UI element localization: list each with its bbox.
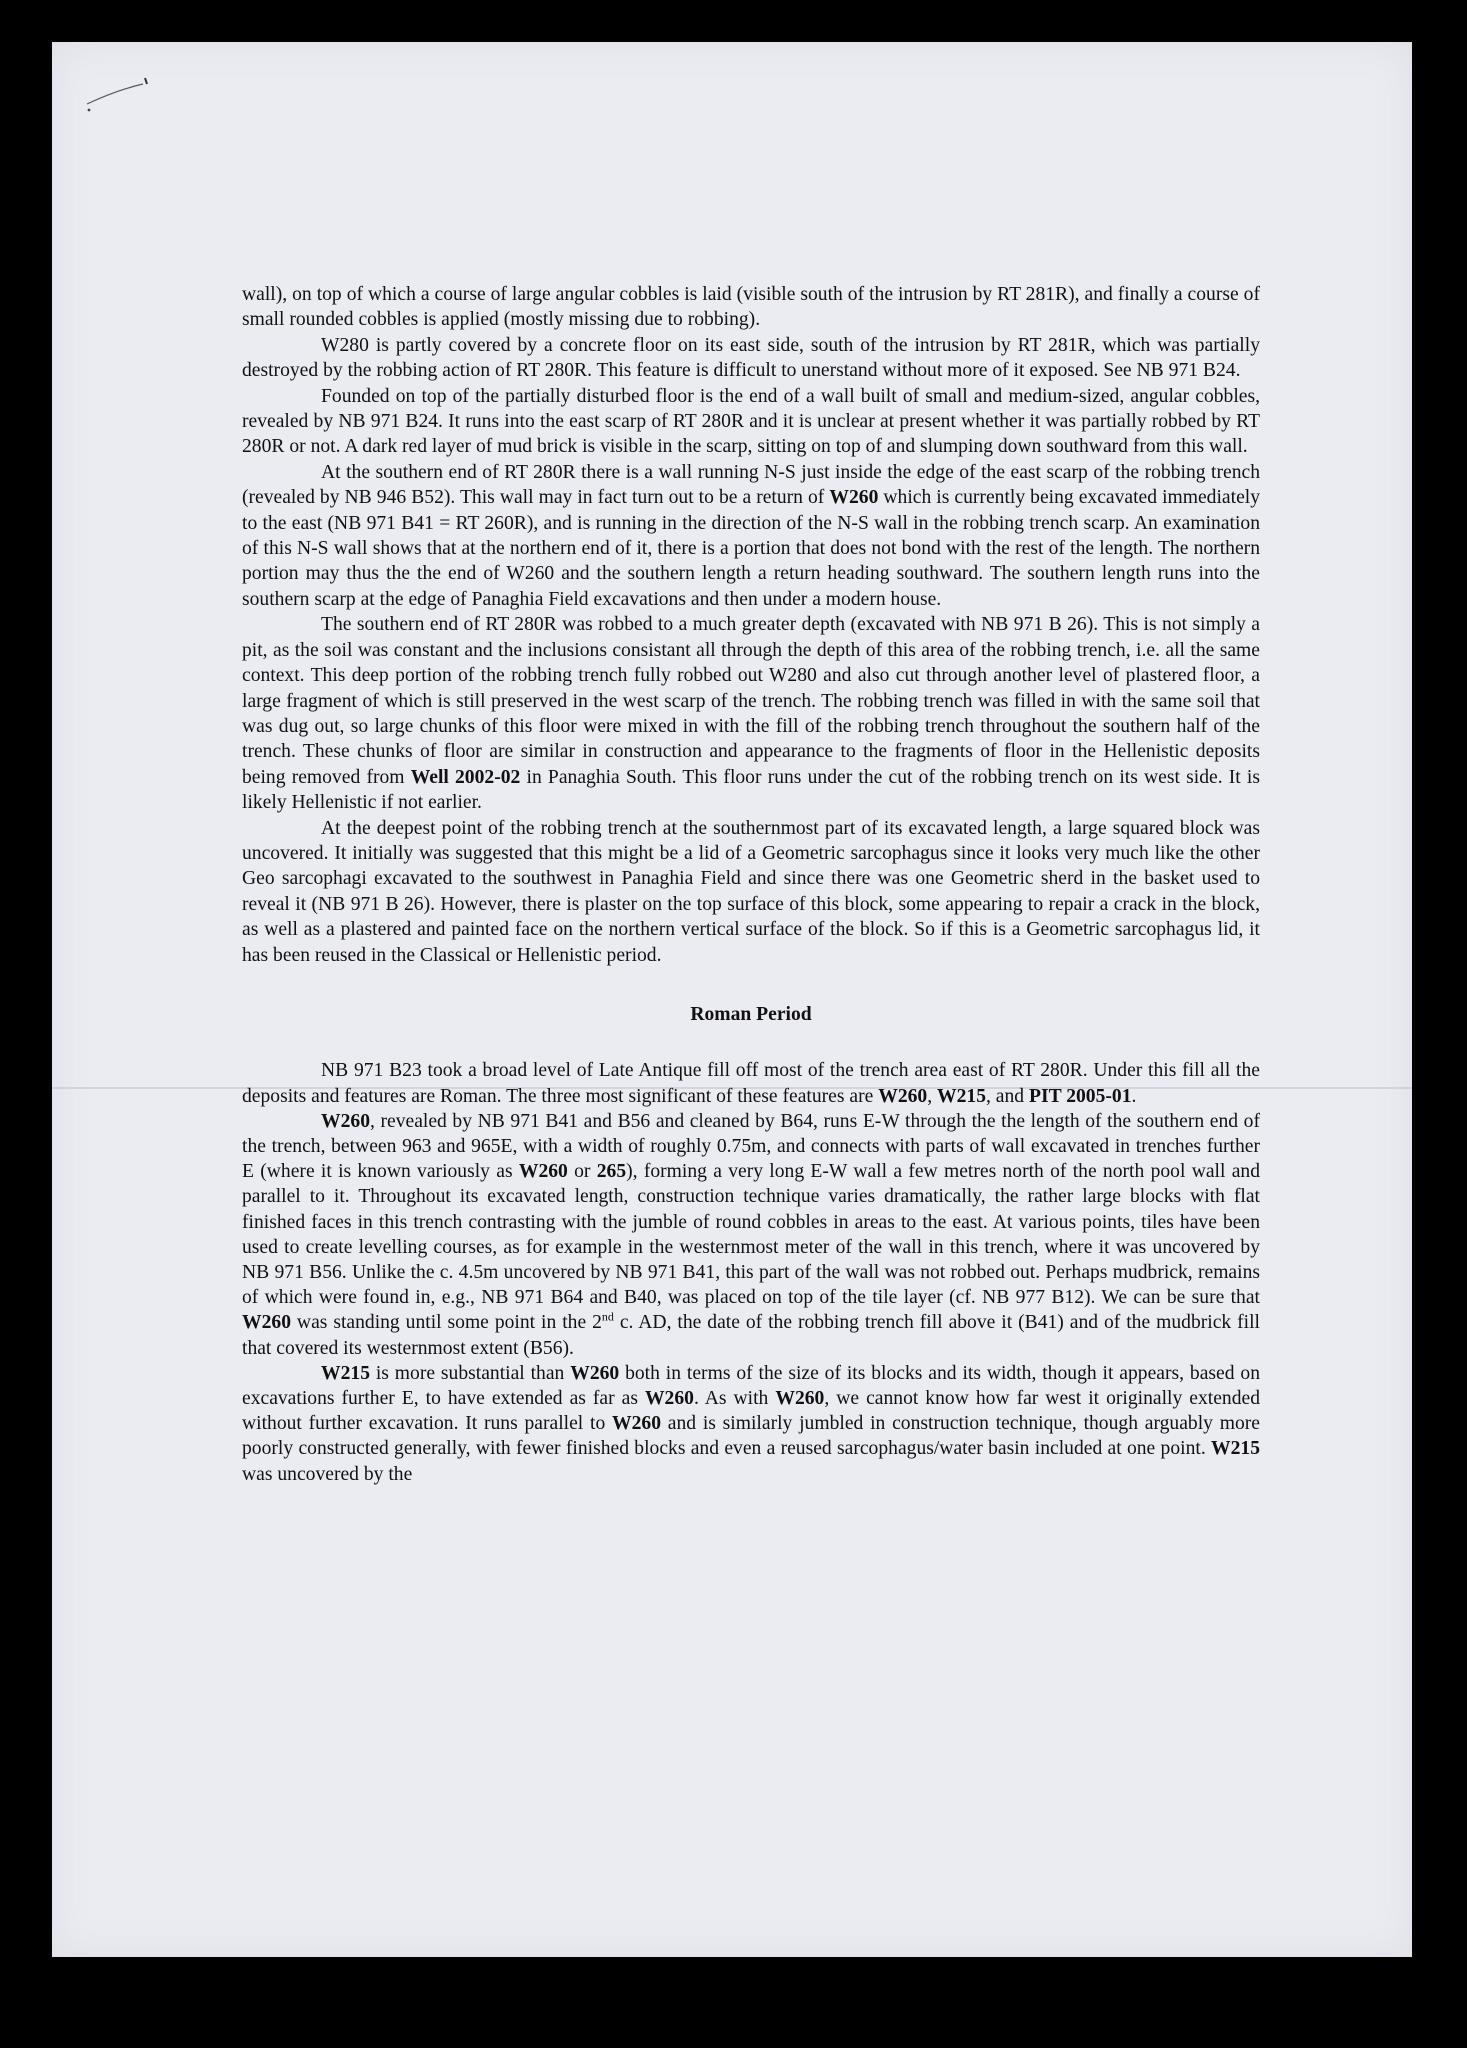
paragraph-w215: W215 is more substantial than W260 both in terms of the size of its blocks and its width, though it appears, based on excavations further E, to have extended as far as W260. As with W260, we cannot know how far west it originally extended without further excavation. It runs parallel to W260 and is similarly jumbled in construction technique, though arguably more poorly constructed generally, with fewer finished blocks and even a reused sarcophagus/water basin included at one point. W215 was uncovered by the	[242, 1362, 1260, 1485]
paragraph-squared-block: At the deepest point of the robbing trench at the southernmost part of its excavated length, a large squared block was uncovered. It initially was suggested that this might be a lid of a Geometric sarcophagus since it looks very much like the other Geo sarcophagi excavated to the southwest in Panaghia Field and since there was one Geometric sherd in the basket used to reveal it (NB 971 B 26). However, there is plaster on the top surface of this block, some appearing to repair a crack in the block, as well as a plastered and painted face on the northern vertical surface of the block. So if this is a Geometric sarcophagus lid, it has been reused in the Classical or Hellenistic period.	[242, 817, 1260, 966]
section-heading-roman-period: Roman Period	[690, 1003, 812, 1025]
pen-mark-icon	[77, 72, 172, 112]
paragraph-w280-floor: W280 is partly covered by a concrete floor on its east side, south of the intrusion by RT 281R, which was partially destroyed by the robbing action of RT 280R. This feature is difficult to unerstand without more of it exposed. See NB 971 B24.	[242, 334, 1260, 382]
paragraph-continuation: wall), on top of which a course of large angular cobbles is laid (visible south of the intrusion by RT 281R), and finally a course of small rounded cobbles is applied (mostly missing due to robbing).	[242, 284, 1260, 331]
paragraph-ns-wall: At the southern end of RT 280R there is a wall running N-S just inside the edge of the east scarp of the robbing trench (revealed by NB 946 B52). This wall may in fact turn out to be a return of W260 which is currently being excavated immediately to the east (NB 971 B41 = RT 260R), and is running in the direction of the N-S wall in the robbing trench scarp. An examination of this N-S wall shows that at the northern end of it, there is a portion that does not bond with the rest of the length. The northern portion may thus the the end of W260 and the southern length a return heading southward. The southern length runs into the southern scarp at the edge of Panaghia Field excavations and then under a modern house.	[242, 461, 1261, 610]
paragraph-wall-end: Founded on top of the partially disturbed floor is the end of a wall built of small and medium-sized, angular cobbles, revealed by NB 971 B24. It runs into the east scarp of RT 280R and it is unclear at present whether it was partially robbed by RT 280R or not. A dark red layer of mud brick is visible in the scarp, sitting on top of and slumping down southward from this wall.	[242, 385, 1260, 458]
paragraph-w260: W260, revealed by NB 971 B41 and B56 and cleaned by B64, runs E-W through the the length of the southern end of the trench, between 963 and 965E, with a width of roughly 0.75m, and connects with parts of wall excavated in trenches further E (where it is known variously as W260 or 265), forming a very long E-W wall a few metres north of the north pool wall and parallel to it. Throughout its excavated length, construction technique varies dramatically, the rather large blocks with flat finished faces in this trench contrasting with the jumble of round cobbles in areas to the east. At various points, tiles have been used to create levelling courses, as for example in the westernmost meter of the wall in this trench, where it was uncovered by NB 971 B56. Unlike the c. 4.5m uncovered by NB 971 B41, this part of the wall was not robbed out. Perhaps mudbrick, remains of which were found in, e.g., NB 971 B64 and B40, was placed on top of the tile layer (cf. NB 977 B12). We can be sure that W260 was standing until some point in the 2nd c. AD, the date of the robbing trench fill above it (B41) and of the mudbrick fill that covered its westernmost extent (B56).	[242, 1110, 1261, 1359]
paragraph-robbing-depth: The southern end of RT 280R was robbed to a much greater depth (excavated with NB 971 B 26). This is not simply a pit, as the soil was constant and the inclusions consistant all through the depth of this area of the robbing trench, i.e. all the same context. This deep portion of the robbing trench fully robbed out W280 and also cut through another level of plastered floor, a large fragment of which is still preserved in the west scarp of the trench. The robbing trench was filled in with the same soil that was dug out, so large chunks of this floor were mixed in with the fill of the robbing trench throughout the southern half of the trench. These chunks of floor are similar in construction and appearance to the fragments of floor in the Hellenistic deposits being removed from Well 2002-02 in Panaghia South. This floor runs under the cut of the robbing trench on its west side. It is likely Hellenistic if not earlier.	[242, 614, 1260, 814]
paragraph-roman-intro: NB 971 B23 took a broad level of Late Antique fill off most of the trench area east of RT 280R. Under this fill all the deposits and features are Roman. The three most significant of these features are W260, W215, and PIT 2005-01.	[242, 1060, 1260, 1107]
document-page	[52, 42, 1412, 1957]
document-body	[242, 282, 1260, 1487]
